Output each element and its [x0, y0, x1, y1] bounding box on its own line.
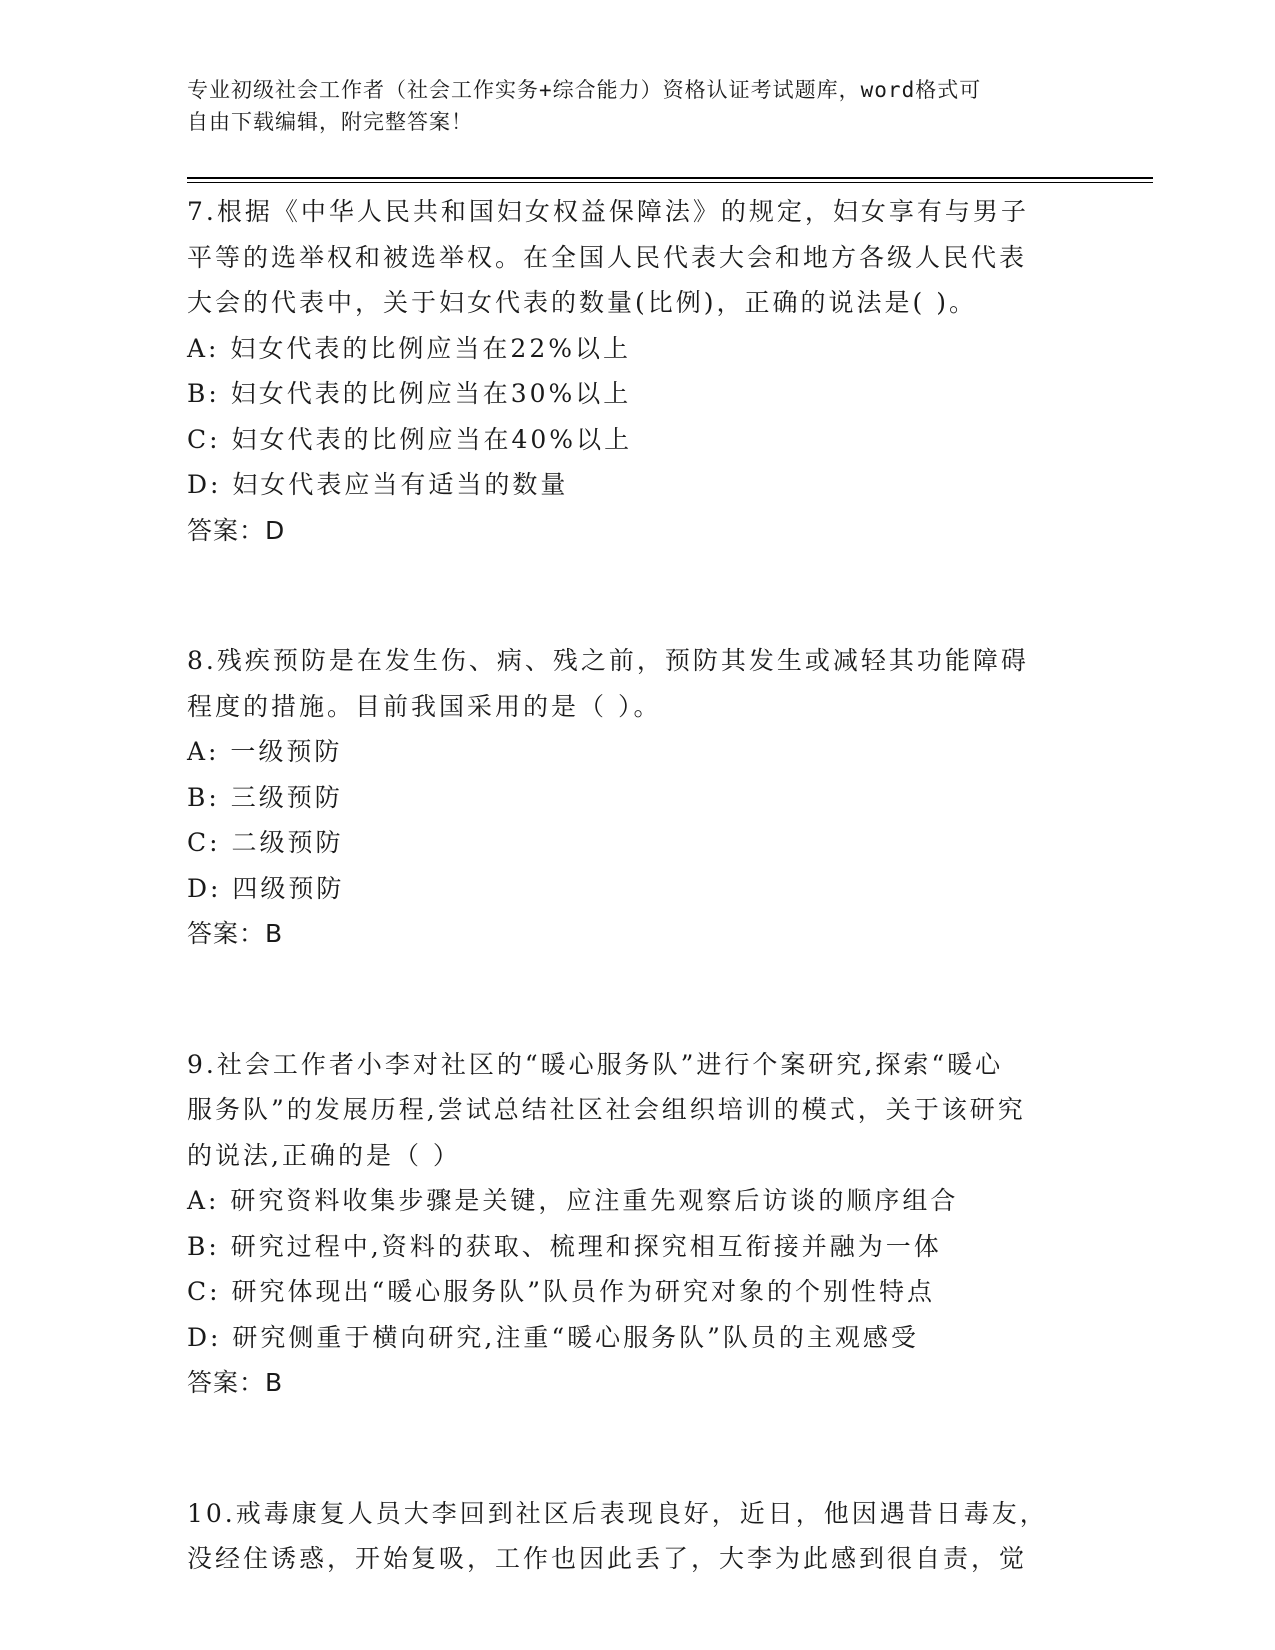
option-b: B: 妇女代表的比例应当在30%以上 [187, 379, 632, 408]
option-d: D: 妇女代表应当有适当的数量 [187, 470, 569, 499]
header-line-2: 自由下载编辑，附完整答案！ [187, 110, 473, 134]
option-b: B: 研究过程中,资料的获取、梳理和探究相互衔接并融为一体 [187, 1231, 942, 1261]
option-a: A: 研究资料收集步骤是关键，应注重先观察后访谈的顺序组合 [187, 1186, 959, 1215]
option-c: C: 二级预防 [187, 828, 344, 857]
question-stem-line: 服务队”的发展历程,尝试总结社区社会组织培训的模式，关于该研究 [187, 1095, 1026, 1124]
question-9 [187, 1042, 1087, 1406]
header-divider-thick [187, 177, 1153, 179]
question-7 [187, 189, 1087, 553]
question-stem-line: 10.戒毒康复人员大李回到社区后表现良好，近日，他因遇昔日毒友， [187, 1498, 1048, 1528]
header-line-1: 专业初级社会工作者（社会工作实务+综合能力）资格认证考试题库，word格式可 [187, 78, 982, 102]
question-10 [187, 1491, 1087, 1582]
question-stem-line: 的说法,正确的是（ ） [187, 1140, 461, 1170]
option-c: C: 妇女代表的比例应当在40%以上 [187, 424, 633, 454]
question-stem-line: 9.社会工作者小李对社区的“暖心服务队”进行个案研究,探索“暖心 [187, 1049, 1004, 1079]
question-8 [187, 638, 1087, 957]
question-stem-line: 大会的代表中，关于妇女代表的数量(比例)，正确的说法是( )。 [187, 288, 977, 317]
option-a: A: 一级预防 [187, 737, 343, 766]
question-stem-line: 平等的选举权和被选举权。在全国人民代表大会和地方各级人民代表 [187, 242, 1028, 272]
question-stem-line: 8.残疾预防是在发生伤、病、残之前，预防其发生或减轻其功能障碍 [187, 646, 1029, 675]
question-list [187, 189, 1087, 1582]
question-stem-line: 7.根据《中华人民共和国妇女权益保障法》的规定，妇女享有与男子 [187, 197, 1029, 226]
document-header [187, 74, 1087, 138]
option-a: A: 妇女代表的比例应当在22%以上 [187, 333, 631, 363]
header-divider-thin [187, 182, 1153, 183]
answer: 答案：D [187, 515, 286, 545]
option-d: D: 四级预防 [187, 873, 345, 903]
option-d: D: 研究侧重于横向研究,注重“暖心服务队”队员的主观感受 [187, 1322, 919, 1352]
answer: 答案：B [187, 1368, 284, 1397]
option-b: B: 三级预防 [187, 782, 343, 812]
option-c: C: 研究体现出“暖心服务队”队员作为研究对象的个别性特点 [187, 1277, 936, 1306]
question-stem-line: 程度的措施。目前我国采用的是（ ）。 [187, 691, 662, 721]
answer: 答案：B [187, 919, 284, 948]
question-stem-line: 没经住诱惑，开始复吸，工作也因此丢了，大李为此感到很自责，觉 [187, 1544, 1028, 1573]
